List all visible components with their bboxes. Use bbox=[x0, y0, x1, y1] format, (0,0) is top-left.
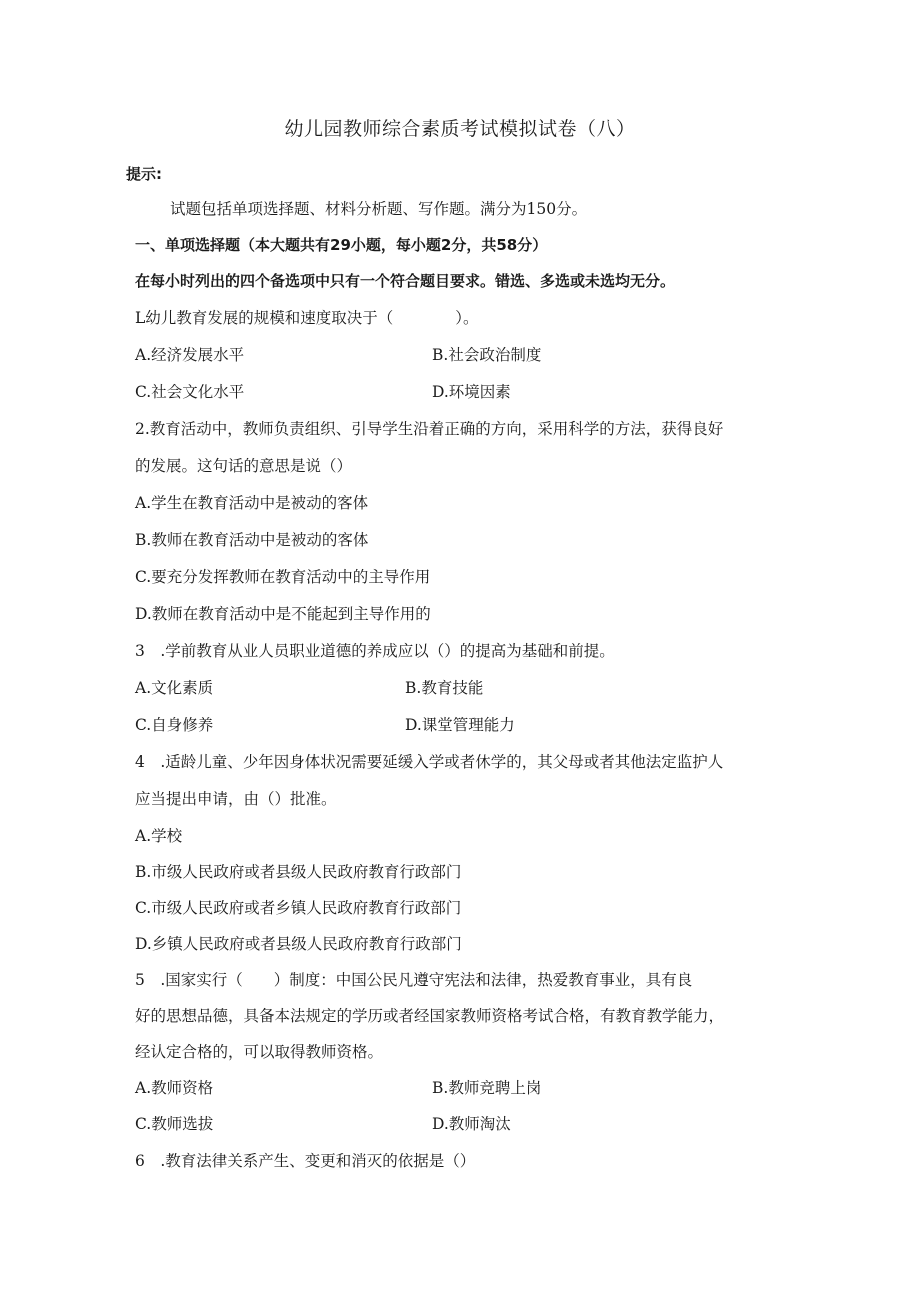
q2-option-b: B.教师在教育活动中是被动的客体 bbox=[135, 531, 369, 549]
q4-option-c: C.市级人民政府或者乡镇人民政府教育行政部门 bbox=[135, 899, 462, 917]
q4-option-a: A.学校 bbox=[135, 827, 183, 845]
q1-stem: L幼儿教育发展的规模和速度取决于（ ）。 bbox=[135, 309, 479, 327]
q3-option-c: C.自身修养 bbox=[135, 716, 214, 734]
q4-option-d: D.乡镇人民政府或者县级人民政府教育行政部门 bbox=[135, 935, 462, 953]
q3-stem: 3 .学前教育从业人员职业道德的养成应以（）的提高为基础和前提。 bbox=[135, 642, 615, 660]
q5-option-a: A.教师资格 bbox=[135, 1079, 214, 1097]
q1-option-b: B.社会政治制度 bbox=[432, 346, 542, 364]
q4-stem-line2: 应当提出申请，由（）批准。 bbox=[135, 790, 337, 808]
hint-label: 提示: bbox=[126, 165, 162, 183]
q2-option-d: D.教师在教育活动中是不能起到主导作用的 bbox=[135, 605, 431, 623]
q5-stem-line3: 经认定合格的，可以取得教师资格。 bbox=[135, 1043, 384, 1061]
q1-option-a: A.经济发展水平 bbox=[135, 346, 245, 364]
q1-option-c: C.社会文化水平 bbox=[135, 383, 245, 401]
q2-stem-line2: 的发展。这句话的意思是说（） bbox=[135, 457, 353, 475]
q5-stem-line2: 好的思想品德，具备本法规定的学历或者经国家教师资格考试合格，有教育教学能力， bbox=[135, 1007, 725, 1025]
q5-option-b: B.教师竞聘上岗 bbox=[432, 1079, 542, 1097]
q5-option-d: D.教师淘汰 bbox=[432, 1115, 511, 1133]
intro-text: 试题包括单项选择题、材料分析题、写作题。满分为150分。 bbox=[170, 200, 588, 218]
q4-stem-line1: 4 .适龄儿童、少年因身体状况需要延缓入学或者休学的，其父母或者其他法定监护人 bbox=[135, 753, 724, 771]
q2-option-c: C.要充分发挥教师在教育活动中的主导作用 bbox=[135, 568, 431, 586]
q3-option-b: B.教育技能 bbox=[405, 679, 484, 697]
q2-option-a: A.学生在教育活动中是被动的客体 bbox=[135, 494, 369, 512]
q2-stem-line1: 2.教育活动中，教师负责组织、引导学生沿着正确的方向，采用科学的方法，获得良好 bbox=[135, 420, 724, 438]
q3-option-a: A.文化素质 bbox=[135, 679, 214, 697]
q5-option-c: C.教师选拔 bbox=[135, 1115, 214, 1133]
q5-stem-line1: 5 .国家实行（ ）制度：中国公民凡遵守宪法和法律，热爱教育事业，具有良 bbox=[135, 971, 693, 989]
q4-option-b: B.市级人民政府或者县级人民政府教育行政部门 bbox=[135, 863, 462, 881]
q6-stem: 6 .教育法律关系产生、变更和消灭的依据是（） bbox=[135, 1152, 476, 1170]
q1-option-d: D.环境因素 bbox=[432, 383, 511, 401]
q3-option-d: D.课堂管理能力 bbox=[405, 716, 515, 734]
section1-heading: 一、单项选择题（本大题共有29小题，每小题2分，共58分） bbox=[135, 236, 548, 254]
page-title: 幼儿园教师综合素质考试模拟试卷（八） bbox=[284, 118, 636, 140]
section1-instructions: 在每小时列出的四个备选项中只有一个符合题目要求。错选、多选或未选均无分。 bbox=[135, 272, 676, 290]
